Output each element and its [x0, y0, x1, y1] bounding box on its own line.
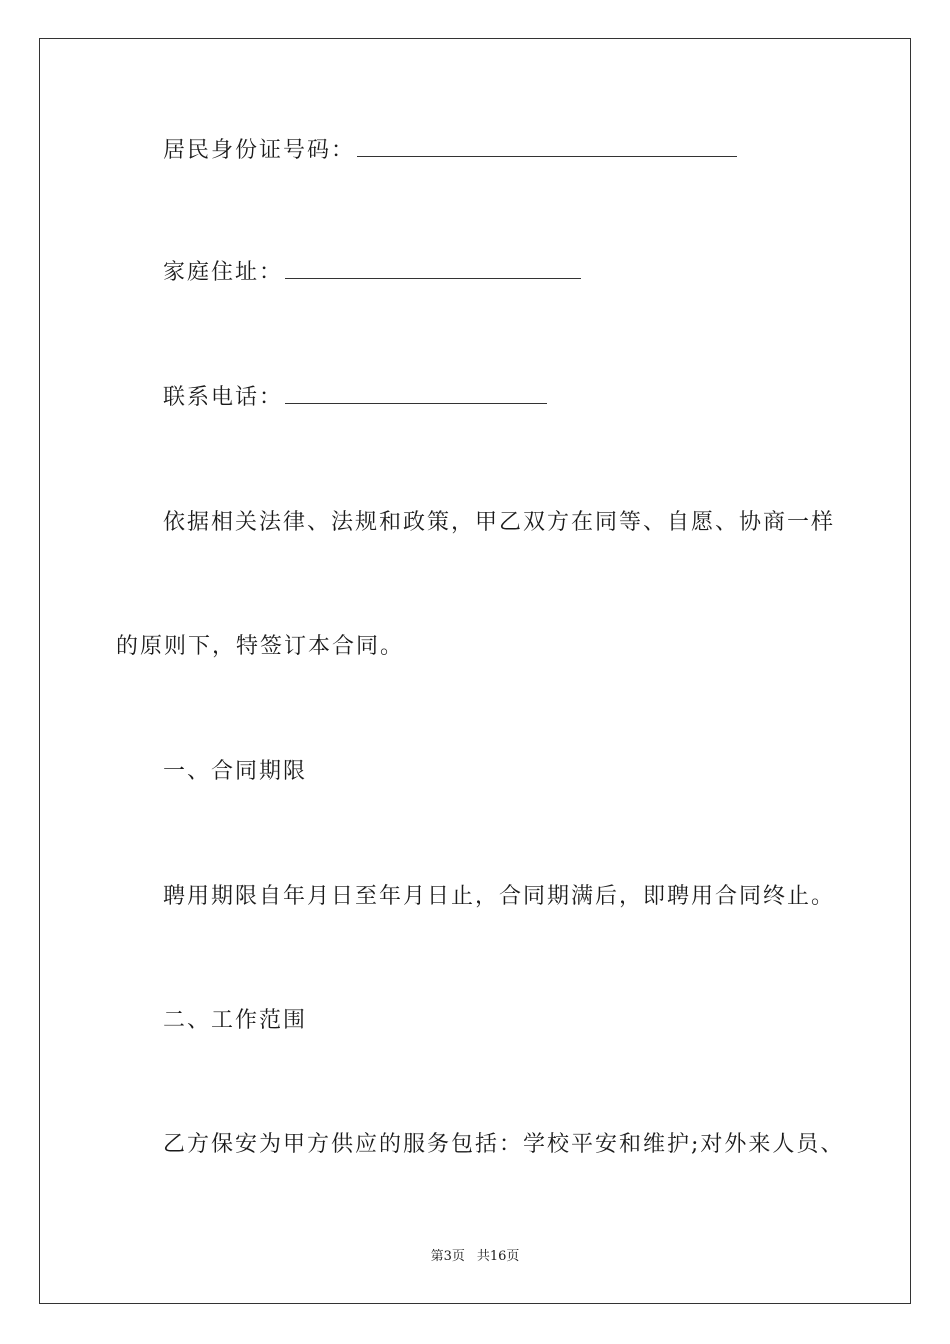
address-field [163, 258, 581, 288]
intro-line-2: 的原则下，特签订本合同。 [116, 634, 405, 659]
intro-line-1: 依据相关法律、法规和政策，甲乙双方在同等、自愿、协商一样 [163, 510, 836, 535]
section-2-body: 乙方保安为甲方供应的服务包括：学校平安和维护;对外来人员、 [163, 1132, 845, 1157]
section-1-heading: 一、合同期限 [163, 759, 308, 784]
phone-label: 联系电话： [163, 385, 284, 410]
phone-field [163, 383, 547, 413]
page-total: 共16页 [476, 1249, 520, 1264]
id-number-label: 居民身份证号码： [163, 138, 356, 163]
id-number-field [163, 136, 737, 166]
page-footer [0, 1248, 950, 1266]
section-2-heading: 二、工作范围 [163, 1008, 308, 1033]
address-label: 家庭住址： [163, 260, 284, 285]
address-blank[interactable] [285, 258, 581, 279]
page-border [39, 38, 911, 1304]
section-1-body: 聘用期限自年月日至年月日止，合同期满后，即聘用合同终止。 [163, 884, 836, 909]
page-number: 第3页 [430, 1249, 465, 1264]
id-number-blank[interactable] [357, 136, 737, 157]
phone-blank[interactable] [285, 383, 547, 404]
